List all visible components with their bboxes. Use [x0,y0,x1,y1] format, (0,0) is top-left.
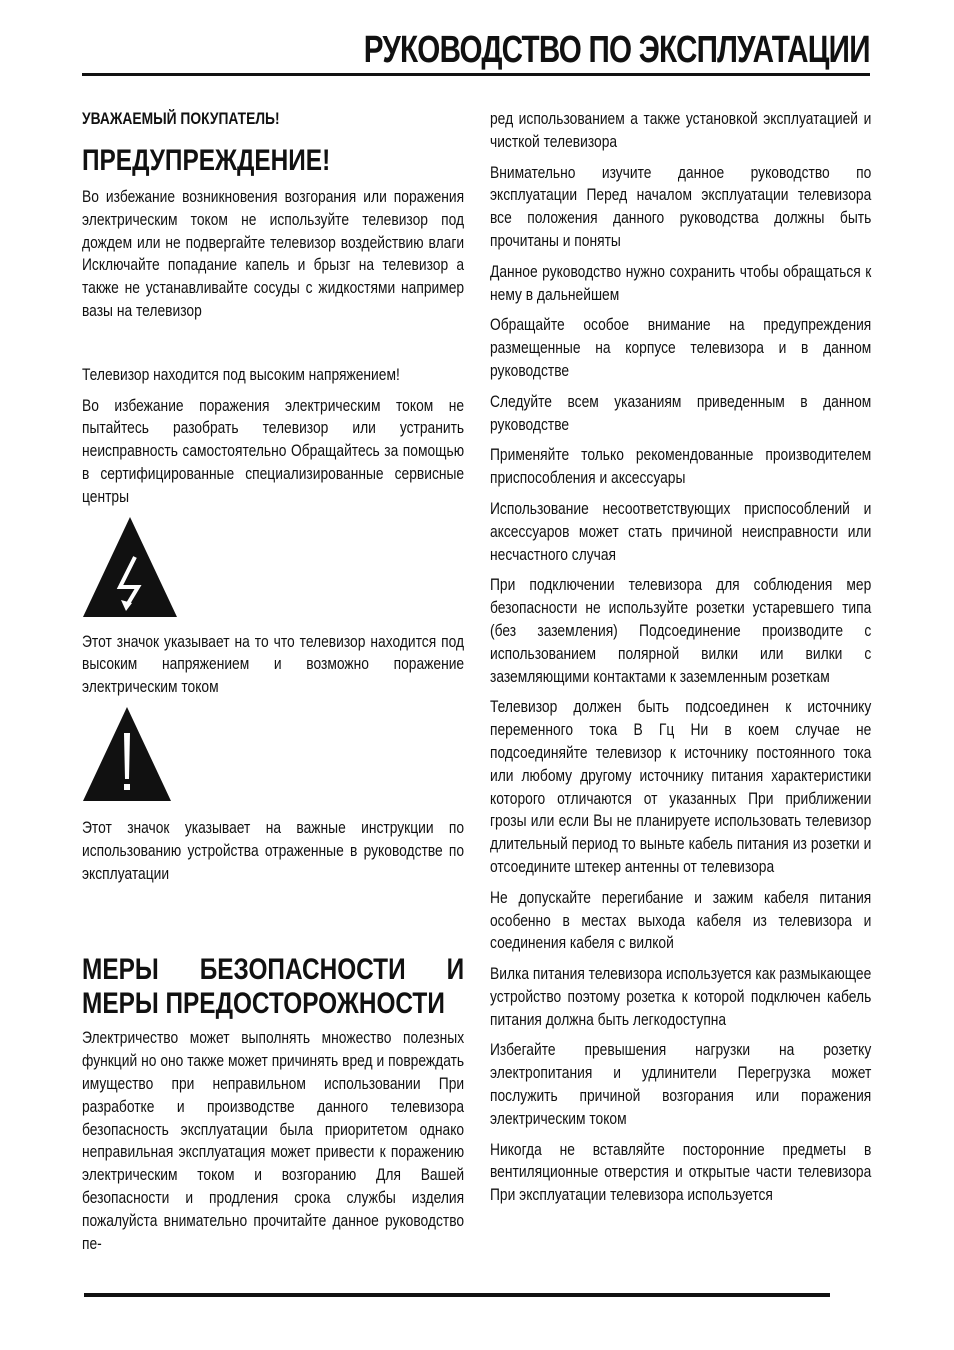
high-voltage-warning-icon [82,517,464,621]
right-paragraph-1: ред использованием а также установкой эксплуатацией и чисткой телевизора [490,109,872,151]
spacer [82,893,464,953]
right-column [490,108,871,1215]
warning-paragraph: Во избежание возникновения возгорания или поражения электрическим током не используйте телевизор под дождем или не подвергайте телевизор воздействию влаги Исключайте попадание капель и брызг на телевизор а также не устанавливайте сосуды с жидкостями например вазы на телевизор [82,187,465,320]
important-icon-caption: Этот значок указывает на важные инструкции по использованию устройства отраженные в руководстве по эксплуатации [82,817,465,883]
right-paragraph-11: Вилка питания телевизора используется как размыкающее устройство поэтому розетка к которой подключен кабель питания должна быть легкодоступна [490,964,872,1029]
right-paragraph-7: Использование несоответствующих приспособлений и аксессуаров может стать причиной неисправности или несчастного случая [490,498,872,564]
right-column-content [490,108,871,1207]
right-paragraph-9: Телевизор должен быть подсоединен к источнику переменного тока В Гц Ни в коем случае не подсоединяйте телевизор к источнику постоянного тока или любому другому источнику питания характеристики которого отличаются от указанных При приближении грозы или если Вы не планируете использовать телевизор длительный период то выньте кабель питания из розетки и отсоедините штекер антенны от телевизора [490,697,872,876]
header-divider [82,73,870,76]
page-header-title: РУКОВОДСТВО ПО ЭКСПЛУАТАЦИИ [363,29,870,71]
left-column-content [82,108,464,1255]
right-paragraph-10: Не допускайте перегибание и зажим кабеля питания особенно в местах выхода кабеля из телевизора и соединения кабеля с вилкой [490,887,872,953]
right-paragraph-4: Обращайте особое внимание на предупреждения размещенные на корпусе телевизора и в данном руководстве [490,315,872,380]
right-paragraph-13: Никогда не вставляйте посторонние предметы в вентиляционные отверстия и открытые части телевизора При эксплуатации телевизора используется [490,1139,872,1205]
voltage-icon-caption: Этот значок указывает на то что телевизор находится под высоким напряжением и возможно поражение электрическим током [82,631,465,697]
high-voltage-note: Телевизор находится под высоким напряжением! [82,364,400,384]
safety-paragraph: Электричество может выполнять множество полезных функций но оно также может причинять вред и повреждать имущество при неправильном использовании При разработке и производстве данного телевизора безопасность эксплуатации была приоритетом однако неправильная эксплуатация может привести к поражению электрическим током и возгоранию Для Вашей безопасности и продления срока службы изделия пожалуйста внимательно прочитайте данное руководство пе- [82,1028,465,1253]
greeting: УВАЖАЕМЫЙ ПОКУПАТЕЛЬ! [82,109,280,128]
right-paragraph-8: При подключении телевизора для соблюдения мер безопасности не используйте розетки устаревшего типа (без заземления) Подсоединение производите с использованием полярной вилки или вилки с заземляющими контактами к заземленным розеткам [490,575,872,686]
right-paragraph-3: Данное руководство нужно сохранить чтобы обращаться к нему в дальнейшем [490,261,872,304]
no-disassemble-paragraph: Во избежание поражения электрическим током не пытайтесь разобрать телевизор или устранить неисправность самостоятельно Обращайтесь за помощью в сертифицированные специализированные сервисные центры [82,395,465,506]
left-column [82,108,464,1263]
spacer [82,331,464,364]
right-paragraph-6: Применяйте только рекомендованные производителем приспособления и аксессуары [490,445,872,488]
footer-divider [84,1293,830,1297]
safety-heading: МЕРЫ БЕЗОПАСНОСТИ И МЕРЫ ПРЕДОСТОРОЖНОСТИ [82,953,465,1021]
right-paragraph-2: Внимательно изучите данное руководство по эксплуатации Перед началом эксплуатации телевизора все положения данного руководства должны быть прочитаны и поняты [490,162,872,250]
warning-heading: ПРЕДУПРЕЖДЕНИЕ! [82,144,331,177]
right-paragraph-5: Следуйте всем указаниям приведенным в данном руководстве [490,391,872,434]
exclamation-warning-icon [82,707,464,807]
right-paragraph-12: Избегайте превышения нагрузки на розетку электропитания и удлинители Перегрузка может послужить причиной возгорания или поражения электрическим током [490,1040,872,1128]
